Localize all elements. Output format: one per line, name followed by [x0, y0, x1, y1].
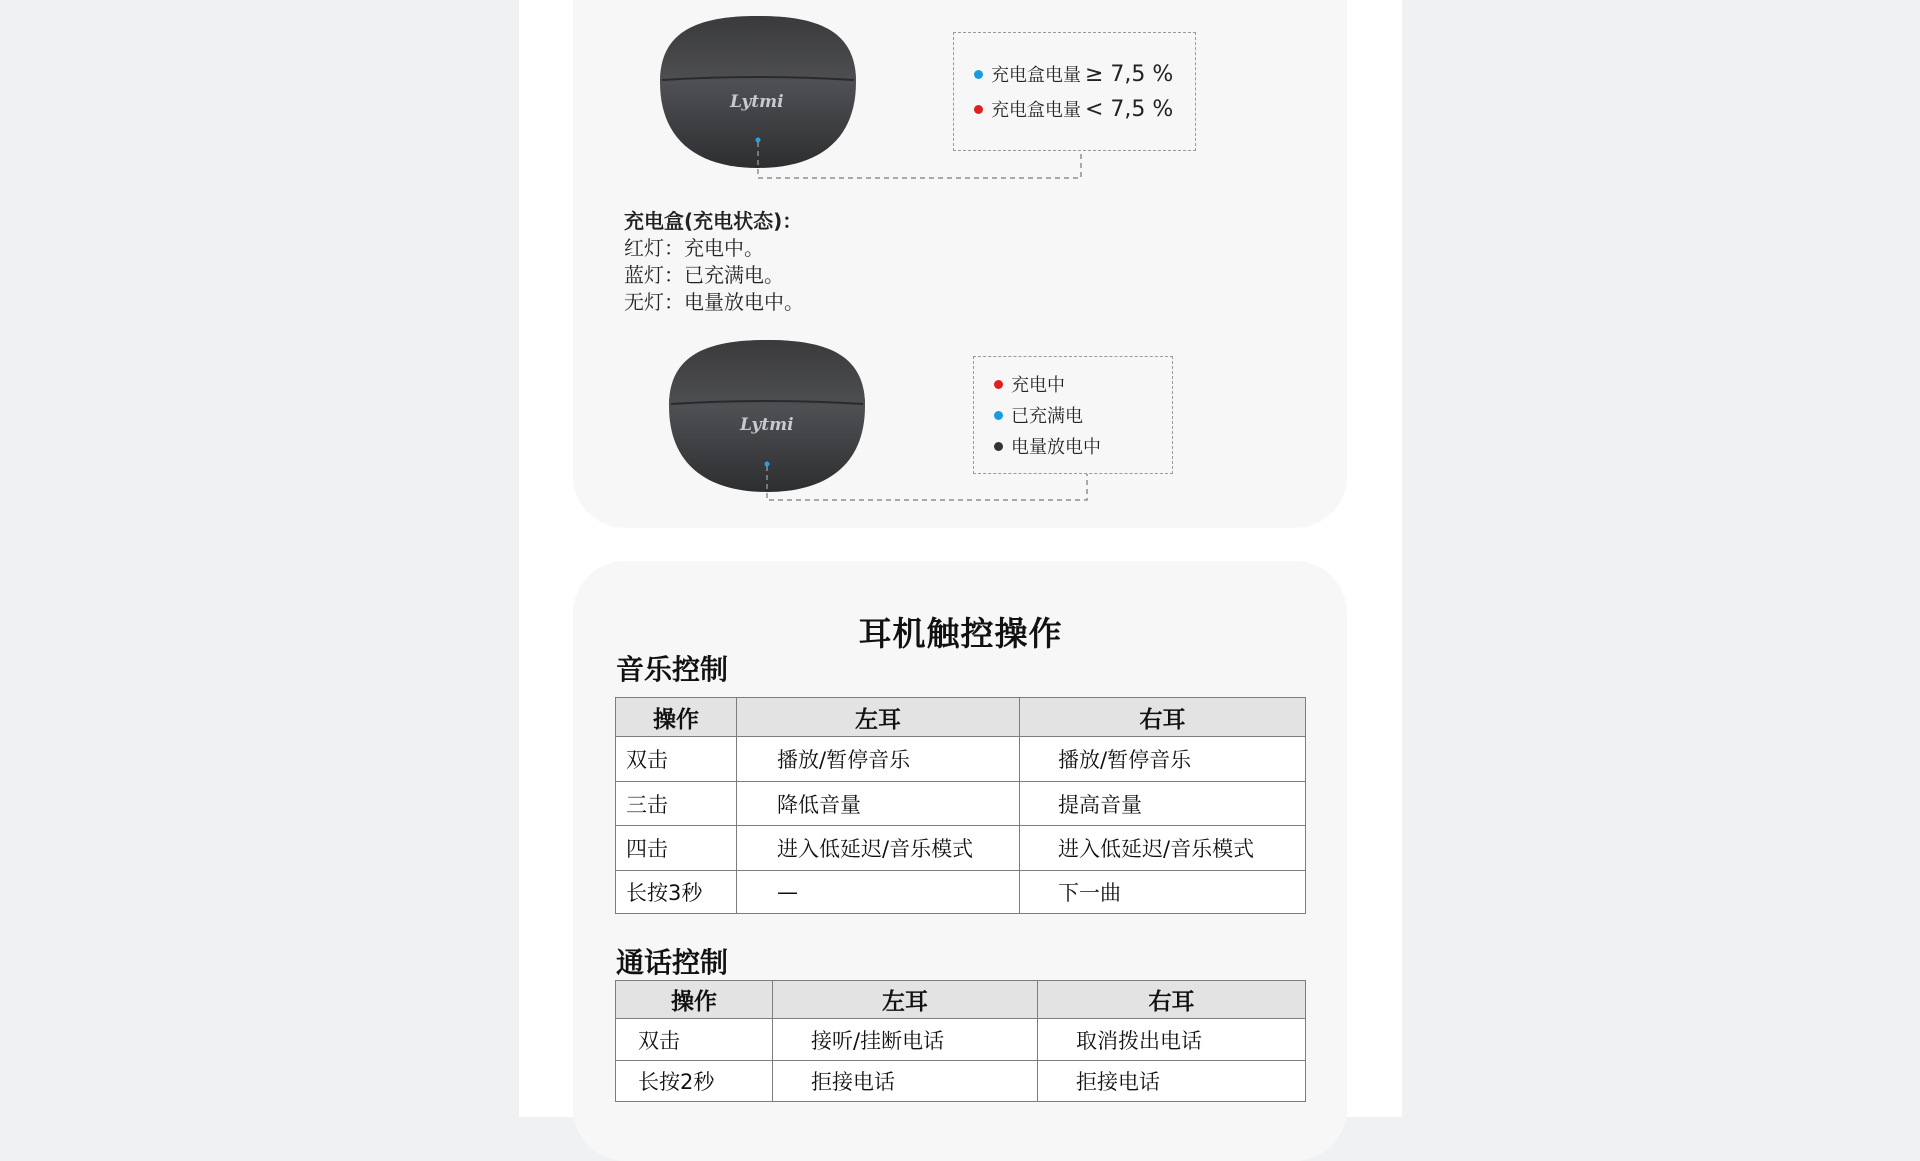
music-control-table: [615, 697, 1306, 914]
table-cell: 三击: [616, 782, 737, 826]
table-cell: 长按3秒: [616, 871, 737, 914]
column-header: 左耳: [773, 981, 1038, 1019]
blue-dot-icon: [974, 70, 983, 79]
status-line-none: 无灯：电量放电中。: [624, 290, 804, 314]
charging-status-text: [624, 208, 804, 316]
table-cell: 拒接电话: [1038, 1061, 1306, 1102]
status-line-blue: 蓝灯：已充满电。: [624, 263, 784, 287]
table-row: [616, 871, 1306, 914]
brand-logo: Lytmi: [730, 92, 784, 112]
table-cell: 播放/暂停音乐: [737, 737, 1020, 782]
column-header: 操作: [616, 698, 737, 737]
table-cell: 取消拨出电话: [1038, 1019, 1306, 1061]
status-legend: [973, 356, 1173, 474]
table-cell: 播放/暂停音乐: [1020, 737, 1306, 782]
legend-label: 电量放电中: [1011, 437, 1101, 458]
table-cell: 长按2秒: [616, 1061, 773, 1102]
legend-value: < 7,5 %: [1085, 96, 1174, 122]
table-row: [616, 737, 1306, 782]
music-control-title: 音乐控制: [616, 653, 729, 686]
table-row: [616, 1019, 1306, 1061]
legend-label: 充电中: [1011, 375, 1065, 396]
table-cell: 拒接电话: [773, 1061, 1038, 1102]
table-cell: 双击: [616, 737, 737, 782]
legend-item-high: [974, 61, 1173, 87]
table-cell: 进入低延迟/音乐模式: [737, 826, 1020, 871]
legend-item-discharging: [994, 433, 1101, 459]
table-row: [616, 1061, 1306, 1102]
table-header-row: [616, 698, 1306, 737]
legend-label: 充电盒电量: [991, 65, 1081, 86]
table-cell: 进入低延迟/音乐模式: [1020, 826, 1306, 871]
column-header: 操作: [616, 981, 773, 1019]
legend-item-full: [994, 402, 1083, 428]
call-control-table: [615, 980, 1306, 1102]
table-cell: 提高音量: [1020, 782, 1306, 826]
table-cell: 双击: [616, 1019, 773, 1061]
table-cell: 降低音量: [737, 782, 1020, 826]
column-header: 右耳: [1020, 698, 1306, 737]
legend-item-charging: [994, 371, 1065, 397]
red-dot-icon: [974, 105, 983, 114]
legend-value: ≥ 7,5 %: [1085, 61, 1174, 87]
legend-label: 充电盒电量: [991, 100, 1081, 121]
red-dot-icon: [994, 380, 1003, 389]
brand-logo: Lytmi: [740, 415, 794, 435]
status-line-red: 红灯：充电中。: [624, 236, 764, 260]
touch-controls-title: 耳机触控操作: [858, 614, 1063, 653]
blue-dot-icon: [994, 411, 1003, 420]
call-control-title: 通话控制: [616, 946, 729, 979]
legend-item-low: [974, 96, 1173, 122]
legend-label: 已充满电: [1011, 406, 1083, 427]
battery-legend: [953, 32, 1196, 151]
table-header-row: [616, 981, 1306, 1019]
table-cell: —: [737, 871, 1020, 914]
table-row: [616, 826, 1306, 871]
table-cell: 下一曲: [1020, 871, 1306, 914]
black-dot-icon: [994, 442, 1003, 451]
status-heading: 充电盒(充电状态)：: [624, 209, 803, 233]
column-header: 右耳: [1038, 981, 1306, 1019]
table-row: [616, 782, 1306, 826]
column-header: 左耳: [737, 698, 1020, 737]
table-cell: 四击: [616, 826, 737, 871]
table-cell: 接听/挂断电话: [773, 1019, 1038, 1061]
